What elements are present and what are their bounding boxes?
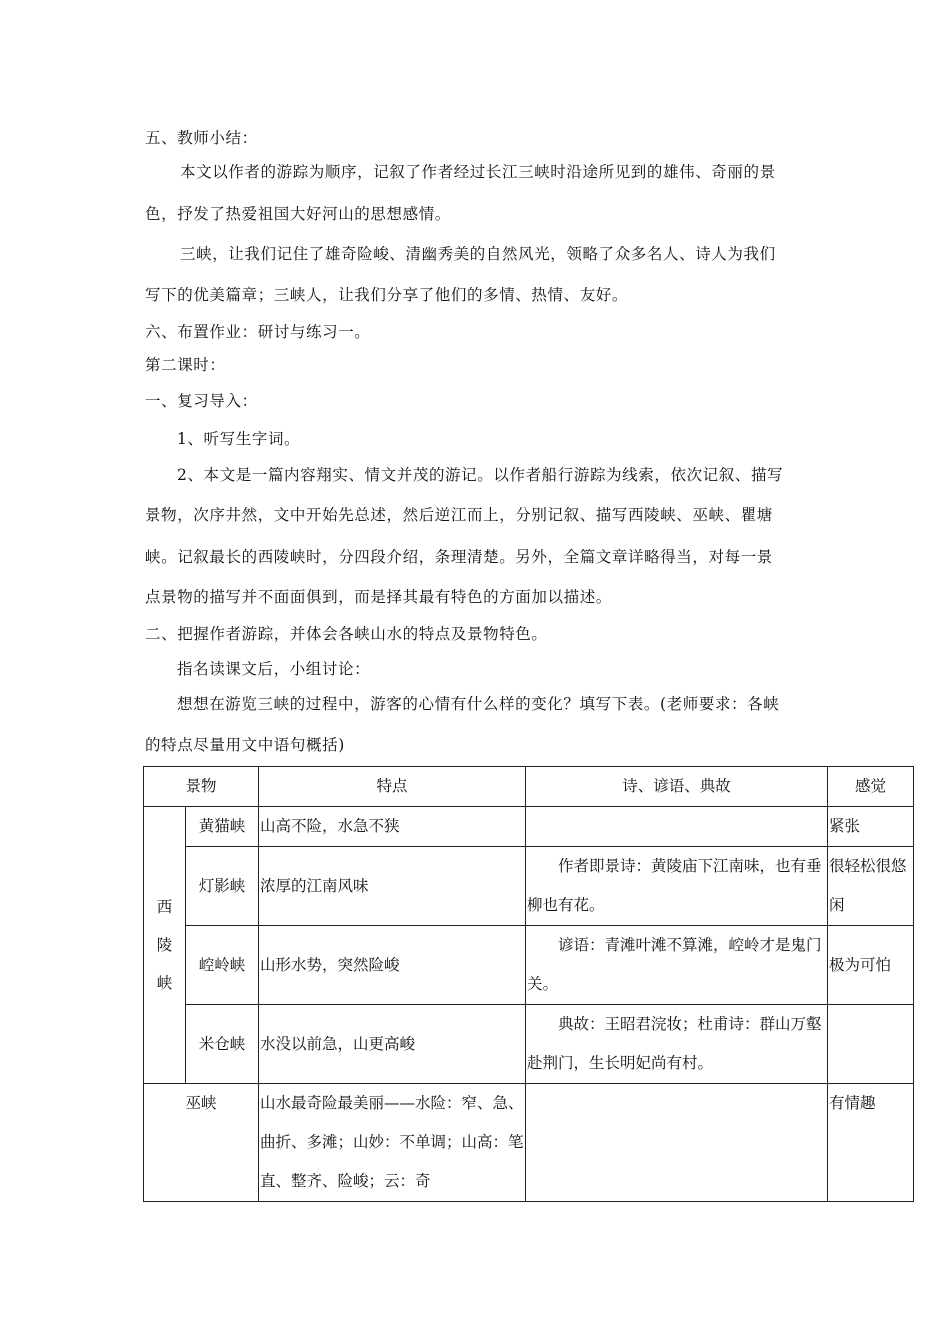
paragraph-task-line2: 的特点尽量用文中语句概括) [145,736,345,754]
group-char: 陵 [156,935,173,954]
review-item-2-line3: 峡。记叙最长的西陵峡时，分四段介绍，条理清楚。另外，全篇文章详略得当，对每一景 [145,548,773,566]
row-name: 崆岭峡 [186,926,259,1005]
paragraph-threegorges-line2: 写下的优美篇章；三峡人，让我们分享了他们的多情、热情、友好。 [145,286,629,304]
row-feeling: 紧张 [828,807,914,847]
paragraph-summary-line2: 色，抒发了热爱祖国大好河山的思想感情。 [145,205,451,223]
review-item-1: 1、听写生字词。 [177,430,301,448]
row-poem [526,807,828,847]
table-header-row [144,767,914,807]
row-feeling: 很轻松很悠闲 [828,847,914,926]
heading-grasp-route: 二、把握作者游踪，并体会各峡山水的特点及景物特色。 [145,625,548,643]
table-row [144,807,914,847]
row-feeling [828,1005,914,1084]
heading-second-lesson: 第二课时： [145,356,226,374]
heading-teacher-summary: 五、教师小结： [145,129,258,147]
row-poem [526,1084,828,1202]
row-feeling: 有情趣 [828,1084,914,1202]
row-feature: 山高不险，水急不狭 [259,807,526,847]
header-poem: 诗、谚语、典故 [526,767,828,807]
row-feeling: 极为可怕 [828,926,914,1005]
row-name: 巫峡 [144,1084,259,1202]
table-row [144,847,914,926]
row-feature: 山形水势，突然险峻 [259,926,526,1005]
table-row [144,1005,914,1084]
row-name: 灯影峡 [186,847,259,926]
group-xilingxia [144,807,186,1084]
table-row-wuxia [144,1084,914,1202]
row-name: 米仓峡 [186,1005,259,1084]
row-name: 黄猫峡 [186,807,259,847]
review-item-2-line4: 点景物的描写并不面面俱到，而是择其最有特色的方面加以描述。 [145,588,612,606]
review-item-2-line2: 景物，次序井然，文中开始先总述，然后逆江而上，分别记叙、描写西陵峡、巫峡、瞿塘 [145,506,773,524]
paragraph-threegorges-line1: 三峡，让我们记住了雄奇险峻、清幽秀美的自然风光，领略了众多名人、诗人为我们 [180,245,776,263]
group-char: 峡 [156,973,173,992]
paragraph-task-line1: 想想在游览三峡的过程中，游客的心情有什么样的变化？填写下表。(老师要求：各峡 [177,695,780,713]
row-poem: 作者即景诗：黄陵庙下江南味，也有垂柳也有花。 [526,847,828,926]
header-scenery: 景物 [144,767,259,807]
row-feature: 水没以前急，山更高峻 [259,1005,526,1084]
heading-homework: 六、布置作业：研讨与练习一。 [145,323,371,341]
header-feeling: 感觉 [828,767,914,807]
row-feature: 山水最奇险最美丽——水险：窄、急、曲折、多滩；山妙：不单调；山高：笔直、整齐、险峻；云：奇 [259,1084,526,1202]
paragraph-summary-line1: 本文以作者的游踪为顺序，记叙了作者经过长江三峡时沿途所见到的雄伟、奇丽的景 [180,163,776,181]
heading-review: 一、复习导入： [145,392,258,410]
table-row [144,926,914,1005]
header-feature: 特点 [259,767,526,807]
row-poem: 谚语：青滩叶滩不算滩，崆岭才是鬼门关。 [526,926,828,1005]
paragraph-discussion: 指名读课文后，小组讨论： [177,660,371,678]
scenery-table [143,766,914,1202]
review-item-2-line1: 2、本文是一篇内容翔实、情文并茂的游记。以作者船行游踪为线索，依次记叙、描写 [177,466,784,484]
group-char: 西 [156,897,173,916]
row-feature: 浓厚的江南风味 [259,847,526,926]
row-poem: 典故：王昭君浣妆；杜甫诗：群山万壑赴荆门，生长明妃尚有村。 [526,1005,828,1084]
